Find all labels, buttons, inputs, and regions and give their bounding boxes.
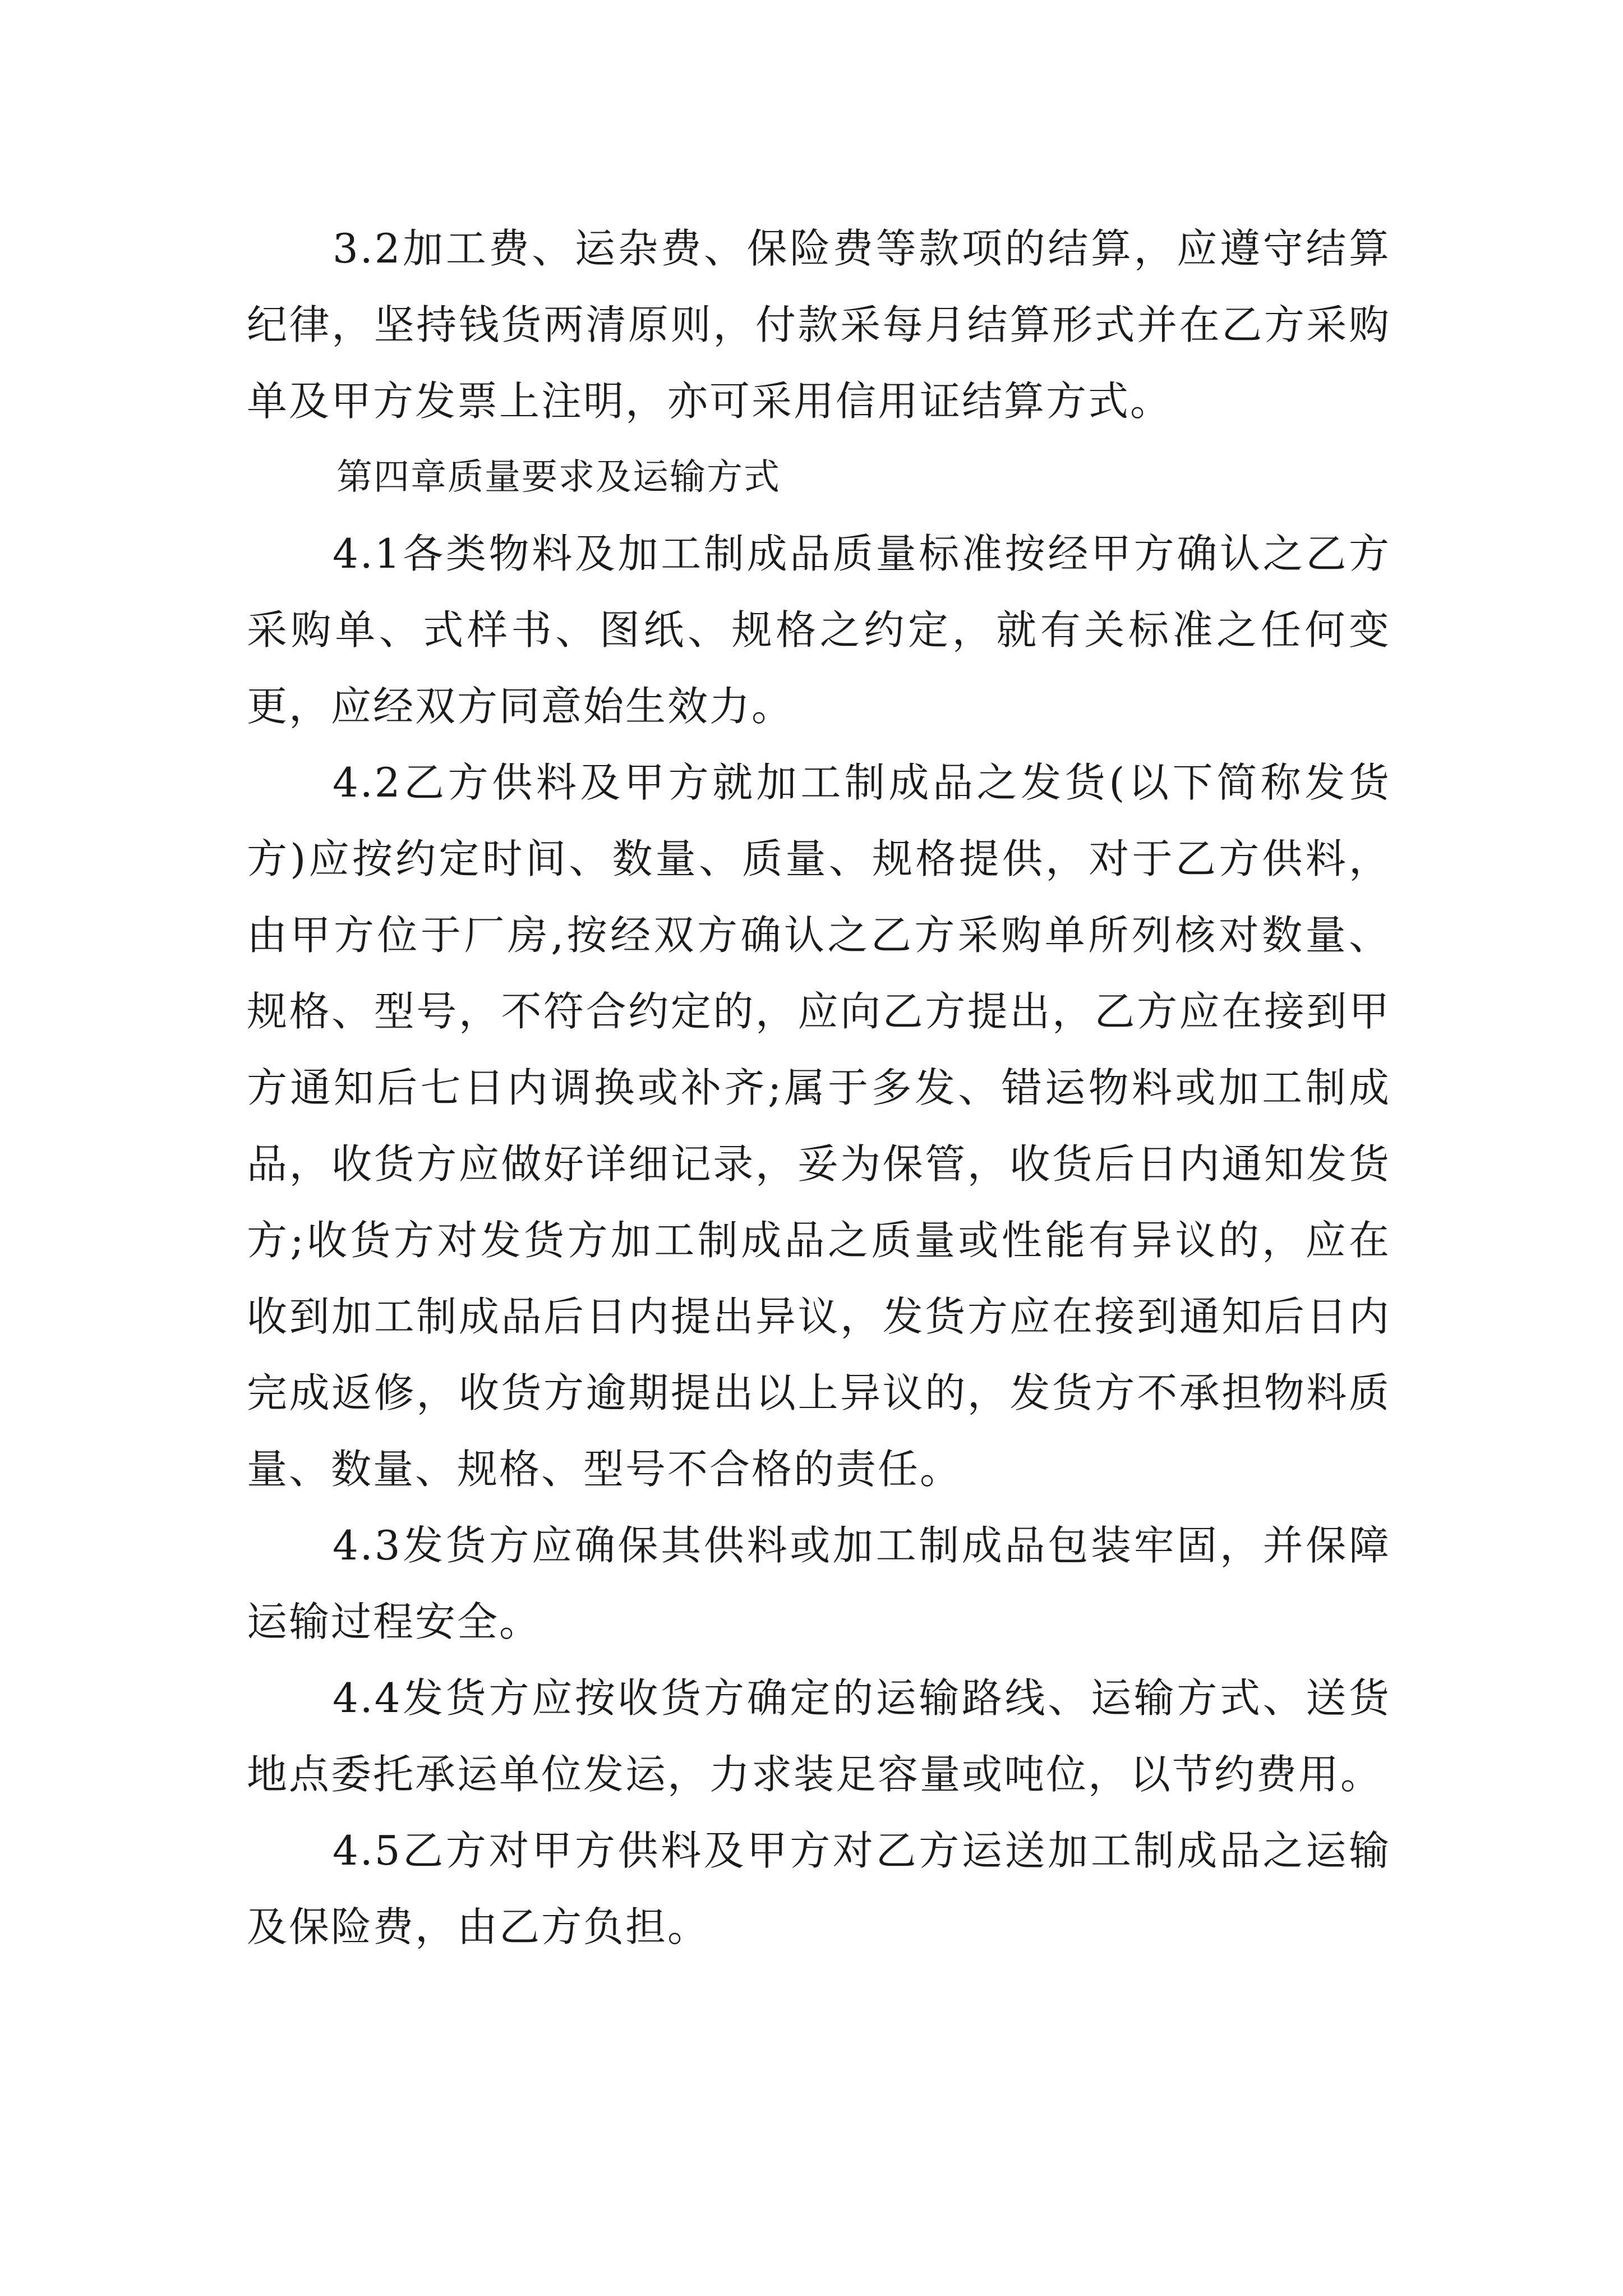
- document-body: [247, 210, 1391, 1965]
- paragraph-3-2: 3.2加工费、运杂费、保险费等款项的结算，应遵守结算纪律，坚持钱货两清原则，付款采每月结算形式并在乙方采购单及甲方发票上注明，亦可采用信用证结算方式。: [247, 225, 1391, 425]
- paragraph-4-4: 4.4发货方应按收货方确定的运输路线、运输方式、送货地点委托承运单位发运，力求装足容量或吨位，以节约费用。: [247, 1674, 1391, 1798]
- paragraph-4-5: 4.5乙方对甲方供料及甲方对乙方运送加工制成品之运输及保险费，由乙方负担。: [247, 1827, 1391, 1950]
- paragraph-4-3: 4.3发货方应确保其供料或加工制成品包装牢固，并保障运输过程安全。: [247, 1522, 1391, 1645]
- paragraph-4-1: 4.1各类物料及加工制成品质量标准按经甲方确认之乙方采购单、式样书、图纸、规格之约定，就有关标准之任何变更，应经双方同意始生效力。: [247, 530, 1391, 730]
- chapter-4-heading: 第四章质量要求及运输方式: [336, 457, 781, 498]
- paragraph-4-2: 4.2乙方供料及甲方就加工制成品之发货(以下简称发货方)应按约定时间、数量、质量、规格提供，对于乙方供料，由甲方位于厂房,按经双方确认之乙方采购单所列核对数量、规格、型号，不符合约定的，应向乙方提出，乙方应在接到甲方通知后七日内调换或补齐;属于多发、错运物料或加工制成品，收货方应做好详细记录，妥为保管，收货后日内通知发货方;收货方对发货方加工制成品之质量或性能有异议的，应在收到加工制成品后日内提出异议，发货方应在接到通知后日内完成返修，收货方逾期提出以上异议的，发货方不承担物料质量、数量、规格、型号不合格的责任。: [247, 759, 1391, 1493]
